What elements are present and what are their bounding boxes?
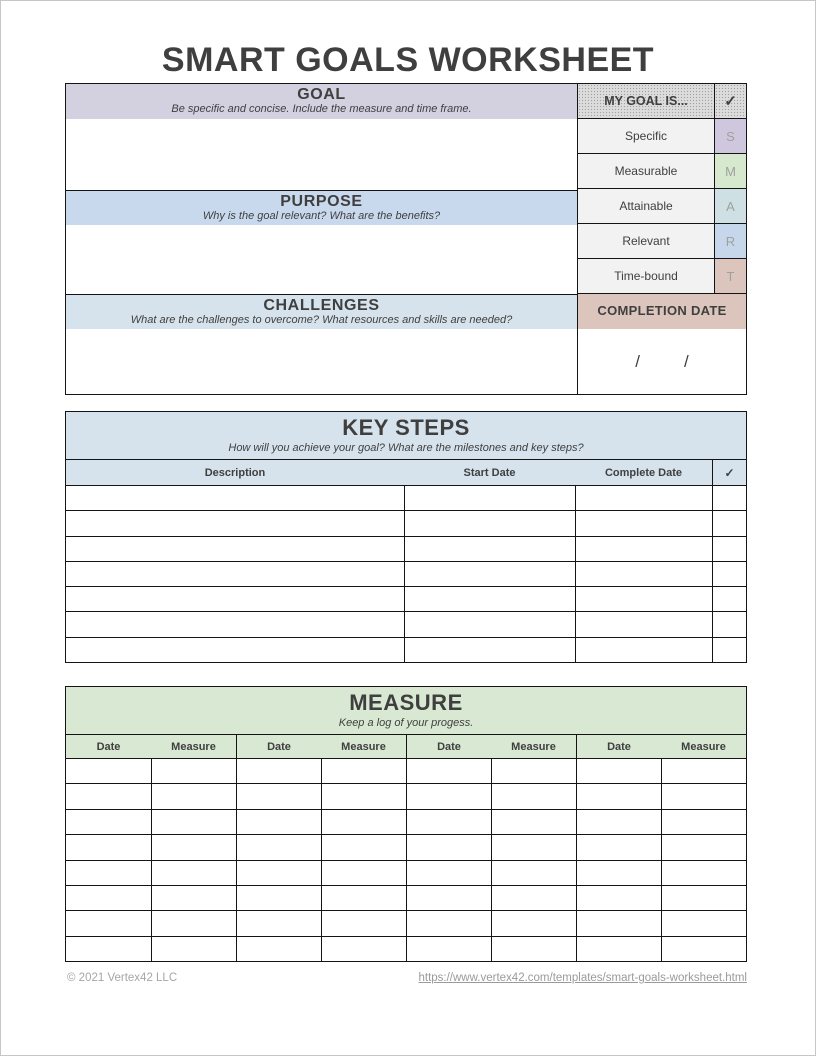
column-header: Measure <box>341 740 386 753</box>
table-cell <box>404 638 575 662</box>
smart-letter-s: S <box>714 119 746 153</box>
table-row <box>66 612 746 637</box>
column-header: Date <box>576 735 661 758</box>
table-row <box>66 486 746 511</box>
table-cell <box>151 759 236 783</box>
table-cell <box>66 511 404 535</box>
table-cell <box>236 810 321 834</box>
table-row <box>66 937 746 961</box>
table-cell <box>66 861 151 885</box>
table-row <box>66 835 746 860</box>
purpose-subtitle: Why is the goal relevant? What are the benefits? <box>202 210 441 222</box>
smart-label: Measurable <box>578 154 714 188</box>
table-cell <box>661 759 746 783</box>
table-row <box>66 587 746 612</box>
table-cell <box>661 835 746 859</box>
date-slash: / <box>684 351 689 371</box>
table-cell <box>236 861 321 885</box>
challenges-write-area <box>66 329 577 394</box>
table-cell <box>661 861 746 885</box>
column-header: Measure <box>681 740 726 753</box>
completion-date-value <box>578 329 746 394</box>
my-goal-is-header: MY GOAL IS... <box>578 84 714 118</box>
table-cell <box>321 835 406 859</box>
table-cell <box>576 886 661 910</box>
table-cell <box>661 810 746 834</box>
page-footer <box>67 972 747 984</box>
measure-subtitle: Keep a log of your progess. <box>338 717 474 729</box>
table-cell <box>575 638 712 662</box>
column-header: Complete Date <box>604 466 683 479</box>
smart-checklist <box>578 84 746 394</box>
table-cell <box>321 937 406 961</box>
table-cell <box>321 911 406 935</box>
key-steps-section-header <box>66 412 746 460</box>
table-cell <box>66 759 151 783</box>
table-cell <box>404 562 575 586</box>
table-cell <box>151 810 236 834</box>
table-row <box>66 638 746 662</box>
table-cell <box>491 861 576 885</box>
table-cell <box>404 612 575 636</box>
table-cell <box>236 784 321 808</box>
table-cell <box>712 511 746 535</box>
table-row <box>66 911 746 936</box>
copyright-text: © 2021 Vertex42 LLC <box>67 972 178 984</box>
table-cell <box>491 784 576 808</box>
table-cell <box>575 511 712 535</box>
table-cell <box>712 587 746 611</box>
table-cell <box>712 562 746 586</box>
measure-section-header <box>66 687 746 735</box>
table-cell <box>575 537 712 561</box>
table-cell <box>66 810 151 834</box>
table-cell <box>661 886 746 910</box>
table-cell <box>66 784 151 808</box>
smart-label: Attainable <box>578 189 714 223</box>
table-cell <box>321 810 406 834</box>
smart-row-specific <box>578 119 746 154</box>
table-cell <box>406 886 491 910</box>
table-cell <box>406 937 491 961</box>
table-cell <box>151 835 236 859</box>
goal-write-area <box>66 119 577 190</box>
key-steps-rows <box>66 486 746 662</box>
key-steps-title: KEY STEPS <box>342 415 470 440</box>
table-cell <box>151 911 236 935</box>
key-steps-column-headers <box>66 460 746 486</box>
table-cell <box>406 784 491 808</box>
key-steps-table <box>65 411 747 663</box>
table-row <box>66 886 746 911</box>
table-cell <box>712 537 746 561</box>
table-cell <box>321 861 406 885</box>
table-cell <box>712 486 746 510</box>
table-row <box>66 759 746 784</box>
table-cell <box>66 886 151 910</box>
table-cell <box>321 886 406 910</box>
column-header: Measure <box>511 740 556 753</box>
table-cell <box>576 835 661 859</box>
goal-section-header <box>66 84 577 119</box>
table-cell <box>406 861 491 885</box>
table-cell <box>491 886 576 910</box>
purpose-section-header <box>66 190 577 225</box>
table-cell <box>236 759 321 783</box>
smart-label: Relevant <box>578 224 714 258</box>
table-cell <box>321 759 406 783</box>
table-cell <box>491 911 576 935</box>
date-slash: / <box>635 351 640 371</box>
measure-table <box>65 686 747 962</box>
goal-subtitle: Be specific and concise. Include the measure and time frame. <box>171 103 472 115</box>
table-cell <box>406 759 491 783</box>
table-cell <box>712 612 746 636</box>
table-cell <box>66 587 404 611</box>
table-cell <box>575 587 712 611</box>
table-cell <box>151 784 236 808</box>
goal-table-left-column <box>66 84 578 394</box>
column-header: Date <box>96 740 121 753</box>
table-cell <box>151 937 236 961</box>
smart-letter-m: M <box>714 154 746 188</box>
smart-row-time-bound <box>578 259 746 294</box>
table-cell <box>151 886 236 910</box>
table-row <box>66 562 746 587</box>
smart-letter-t: T <box>714 259 746 293</box>
table-cell <box>491 810 576 834</box>
table-cell <box>236 835 321 859</box>
goal-title: GOAL <box>297 86 346 103</box>
table-cell <box>66 537 404 561</box>
table-cell <box>576 937 661 961</box>
table-cell <box>491 759 576 783</box>
smart-row-relevant <box>578 224 746 259</box>
table-cell <box>66 911 151 935</box>
table-cell <box>576 759 661 783</box>
table-cell <box>66 562 404 586</box>
challenges-title: CHALLENGES <box>263 297 380 314</box>
table-cell <box>406 835 491 859</box>
column-header: Date <box>406 735 491 758</box>
table-cell <box>151 861 236 885</box>
checkmark-icon: ✓ <box>714 84 746 118</box>
purpose-title: PURPOSE <box>280 193 363 210</box>
table-row <box>66 810 746 835</box>
column-header: Start Date <box>463 466 516 479</box>
template-url-link[interactable]: https://www.vertex42.com/templates/smart-goals-worksheet.html <box>418 972 747 984</box>
table-cell <box>712 638 746 662</box>
smart-row-attainable <box>578 189 746 224</box>
table-row <box>66 784 746 809</box>
column-header: Date <box>236 735 321 758</box>
purpose-write-area <box>66 225 577 294</box>
page-title: SMART GOALS WORKSHEET <box>161 41 655 79</box>
table-cell <box>404 486 575 510</box>
table-cell <box>404 511 575 535</box>
measure-rows <box>66 759 746 961</box>
table-cell <box>575 562 712 586</box>
challenges-subtitle: What are the challenges to overcome? What resources and skills are needed? <box>130 314 513 326</box>
table-cell <box>66 835 151 859</box>
completion-date-title: COMPLETION DATE <box>597 303 727 318</box>
table-cell <box>576 810 661 834</box>
table-cell <box>576 784 661 808</box>
smart-label: Time-bound <box>578 259 714 293</box>
challenges-section-header <box>66 294 577 329</box>
table-cell <box>406 911 491 935</box>
measure-title: MEASURE <box>349 690 463 715</box>
table-cell <box>661 937 746 961</box>
table-cell <box>66 612 404 636</box>
smart-label: Specific <box>578 119 714 153</box>
table-cell <box>491 835 576 859</box>
table-cell <box>575 486 712 510</box>
table-cell <box>236 911 321 935</box>
smart-letter-r: R <box>714 224 746 258</box>
measure-column-headers <box>66 735 746 759</box>
table-cell <box>66 486 404 510</box>
key-steps-subtitle: How will you achieve your goal? What are the milestones and key steps? <box>228 442 584 454</box>
column-header: ✓ <box>712 460 746 485</box>
table-cell <box>236 937 321 961</box>
completion-date-header <box>578 294 746 329</box>
table-row <box>66 537 746 562</box>
table-cell <box>576 861 661 885</box>
table-cell <box>661 911 746 935</box>
table-cell <box>66 638 404 662</box>
table-cell <box>575 612 712 636</box>
goal-table <box>65 83 747 395</box>
table-row <box>66 861 746 886</box>
table-cell <box>491 937 576 961</box>
table-cell <box>576 911 661 935</box>
table-cell <box>406 810 491 834</box>
table-cell <box>661 784 746 808</box>
smart-letter-a: A <box>714 189 746 223</box>
table-cell <box>321 784 406 808</box>
smart-checklist-header-row <box>578 84 746 119</box>
table-cell <box>66 937 151 961</box>
table-cell <box>404 587 575 611</box>
table-row <box>66 511 746 536</box>
smart-row-measurable <box>578 154 746 189</box>
table-cell <box>404 537 575 561</box>
column-header: Measure <box>171 740 216 753</box>
column-header: Description <box>204 466 266 479</box>
table-cell <box>236 886 321 910</box>
